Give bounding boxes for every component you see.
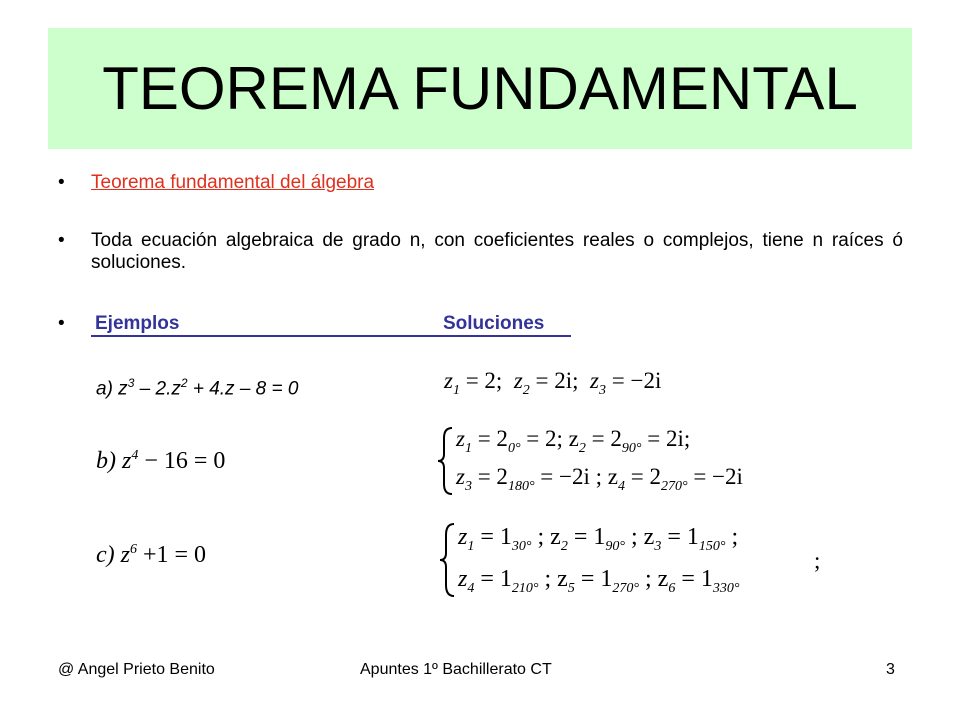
solution-c-trailing: ; <box>814 548 821 573</box>
solution-b-line1: $z_1 = 2_{0^\circ} = 2$; $z_2 = 2_{90^\circ} = 2i$; <box>456 426 691 456</box>
solution-c-line2: $z_4 = 1_{210^\circ}$ ; $z_5 = 1_{270^\circ}$ ; $z_6 = 1_{330^\circ}$ <box>458 566 740 596</box>
footer-page-number: 3 <box>886 661 895 678</box>
example-c-equation: c) $z^6 +1 = 0$ <box>96 542 207 568</box>
example-a-equation: a) $z^3 - 2.z^2 + 4.z - 8 = 0$ <box>96 376 299 400</box>
left-brace-b <box>436 426 458 496</box>
bullet-marker: • <box>58 230 65 251</box>
solution-a: $z_1 = 2$; $z_2 = 2i$; $z_3 = -2i$ <box>444 368 662 398</box>
solution-b-line2: $z_3 = 2_{180^\circ} = -2i$ ; $z_4 = 2_{270^\circ} = -2i$ <box>456 464 743 494</box>
example-b-equation: b) $z^4 - 16 = 0$ <box>96 448 226 474</box>
examples-label[interactable]: Ejemplos <box>95 313 180 334</box>
left-brace-c <box>438 522 460 598</box>
title-band <box>48 28 912 149</box>
solution-c-line1: $z_1 = 1_{30^\circ}$ ; $z_2 = 1_{90^\circ}$ ; $z_3 = 1_{150^\circ}$ ; <box>458 524 739 554</box>
theorem-statement: Toda ecuación algebraica de grado n, con coeficientes reales o complejos, tiene n raíces ó soluciones. <box>91 230 903 273</box>
bullet-marker: • <box>58 313 65 334</box>
examples-header[interactable] <box>91 313 571 337</box>
footer-course: Apuntes 1º Bachillerato CT <box>360 661 552 678</box>
slide-title: TEOREMA FUNDAMENTAL <box>102 55 858 122</box>
solutions-label[interactable]: Soluciones <box>443 313 545 334</box>
fundamental-theorem-link[interactable]: Teorema fundamental del álgebra <box>91 172 375 193</box>
footer-author: @ Angel Prieto Benito <box>58 661 215 678</box>
bullet-marker: • <box>58 172 65 193</box>
